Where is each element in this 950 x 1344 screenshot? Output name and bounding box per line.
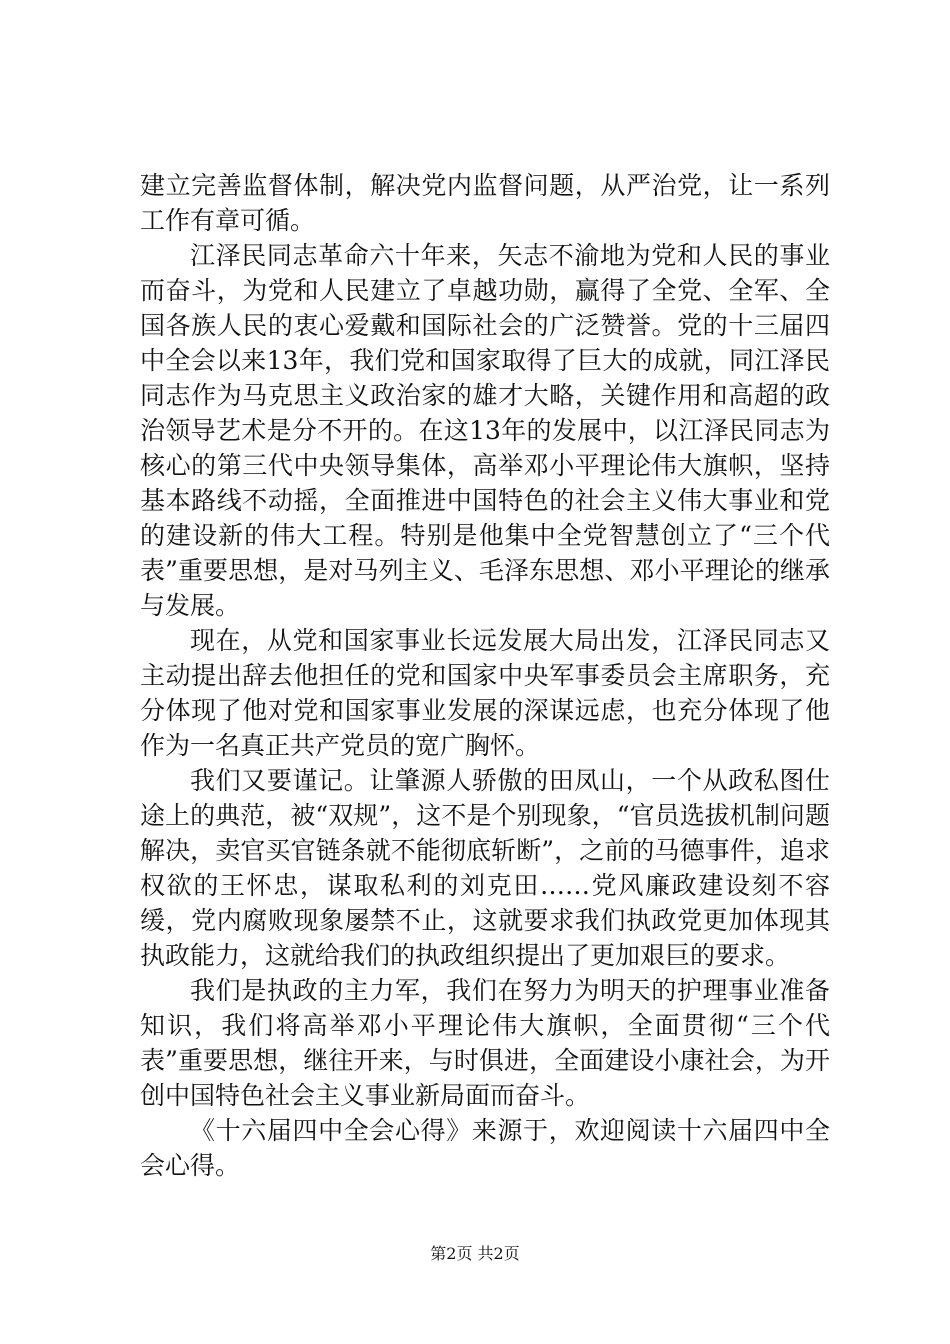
paragraph-continuation: 建立完善监督体制，解决党内监督问题，从严治党，让一系列工作有章可循。 [140,171,830,235]
page-number-footer: 第2页 共2页 [430,1244,520,1263]
paragraph-anti-corruption: 我们又要谨记。让肇源人骄傲的田凤山，一个从政私图仕途上的典范，被“双规”，这不是个别现象，“官员选拔机制问题解决，卖官买官链条就不能彻底斩断”，之前的马德事件，追求权欲的王怀忠，谋取私利的刘克田……党风廉政建设刻不容缓，党内腐败现象屡禁不止，这就要求我们执政党更加体现其执政能力，这就给我们的执政组织提出了更加艰巨的要求。 [140,766,830,970]
paragraph-jiang-zemin-contribution: 江泽民同志革命六十年来，矢志不渝地为党和人民的事业而奋斗，为党和人民建立了卓越功勋，赢得了全党、全军、全国各族人民的衷心爱戴和国际社会的广泛赞誉。党的十三届四中全会以来13年，我们党和国家取得了巨大的成就，同江泽民同志作为马克思主义政治家的雄才大略，关键作用和高超的政治领导艺术是分不开的。在这13年的发展中，以江泽民同志为核心的第三代中央领导集体，高举邓小平理论伟大旗帜，坚持基本路线不动摇，全面推进中国特色的社会主义伟大事业和党的建设新的伟大工程。特别是他集中全党智慧创立了“三个代表”重要思想，是对马列主义、毛泽东思想、邓小平理论的继承与发展。 [140,241,830,620]
paragraph-resignation: 现在，从党和国家事业长远发展大局出发，江泽民同志又主动提出辞去他担任的党和国家中央军事委员会主席职务，充分体现了他对党和国家事业发展的深谋远虑，也充分体现了他作为一名真正共产党员的宽广胸怀。 [140,626,830,760]
paragraph-source-note: 《十六届四中全会心得》来源于，欢迎阅读十六届四中全会心得。 [140,1116,830,1180]
paragraph-mission: 我们是执政的主力军，我们在努力为明天的护理事业准备知识，我们将高举邓小平理论伟大旗帜，全面贯彻“三个代表”重要思想，继往开来，与时俱进，全面建设小康社会，为开创中国特色社会主义事业新局面而奋斗。 [140,976,830,1110]
document-body [140,168,830,1183]
